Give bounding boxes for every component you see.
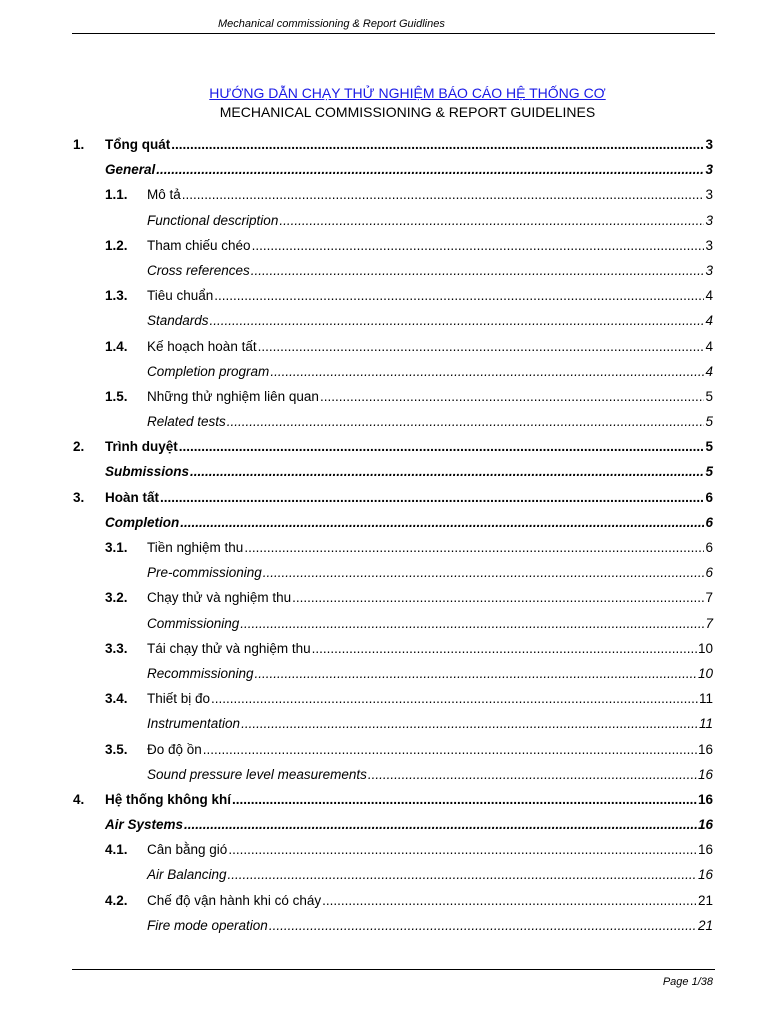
footer-divider — [72, 969, 715, 970]
toc-entry-link[interactable] — [147, 308, 713, 333]
toc-entry-link[interactable] — [105, 132, 713, 157]
table-of-contents — [0, 132, 768, 938]
toc-entry[interactable] — [0, 737, 768, 762]
toc-dot-leader — [251, 258, 705, 283]
toc-entry-link[interactable] — [147, 837, 713, 862]
toc-entry-label: Commissioning — [147, 615, 240, 631]
toc-entry[interactable] — [0, 208, 768, 233]
toc-entry-page: 4 — [705, 288, 713, 304]
toc-entry-link[interactable] — [147, 384, 713, 409]
toc-dot-leader — [240, 611, 704, 636]
toc-entry[interactable] — [0, 913, 768, 938]
toc-dot-leader — [232, 787, 697, 812]
toc-dot-leader — [292, 585, 704, 610]
toc-entry-label: Pre-commissioning — [147, 565, 262, 581]
toc-entry-link[interactable] — [105, 485, 713, 510]
toc-entry-label: Sound pressure level measurements — [147, 766, 367, 782]
toc-entry-link[interactable] — [147, 737, 713, 762]
toc-entry[interactable] — [0, 762, 768, 787]
document-title-vietnamese[interactable]: HƯỚNG DẪN CHẠY THỬ NGHIỆM BÁO CÁO HỆ THỐNG CƠ — [209, 85, 606, 101]
toc-dot-leader — [312, 636, 697, 661]
toc-entry-page: 6 — [705, 514, 713, 530]
toc-entry[interactable] — [0, 485, 768, 510]
toc-entry-number: 1.3. — [105, 288, 128, 304]
toc-entry-link[interactable] — [147, 888, 713, 913]
toc-entry-page: 16 — [697, 867, 713, 883]
toc-entry-label: Tổng quát — [105, 137, 171, 152]
toc-entry-page: 4 — [705, 338, 713, 354]
toc-entry-page: 5 — [705, 464, 713, 480]
toc-entry[interactable] — [0, 711, 768, 736]
document-title-english: MECHANICAL COMMISSIONING & REPORT GUIDELINES — [219, 104, 596, 120]
toc-entry-number: 4.1. — [105, 842, 128, 858]
toc-entry-number: 1. — [73, 137, 85, 152]
toc-entry-link[interactable] — [147, 585, 713, 610]
toc-entry-page: 7 — [705, 615, 713, 631]
toc-entry-page: 21 — [697, 917, 713, 933]
toc-dot-leader — [322, 888, 697, 913]
toc-entry-page: 16 — [697, 842, 713, 858]
toc-entry-number: 3.2. — [105, 590, 128, 606]
toc-entry[interactable] — [0, 837, 768, 862]
toc-entry[interactable] — [0, 258, 768, 283]
toc-dot-leader — [160, 485, 704, 510]
toc-entry-label: Cross references — [147, 262, 250, 278]
toc-entry[interactable] — [0, 812, 768, 837]
toc-entry[interactable] — [0, 862, 768, 887]
toc-entry[interactable] — [0, 686, 768, 711]
toc-entry-link[interactable] — [147, 208, 713, 233]
toc-entry-label: Tham chiếu chéo — [147, 237, 251, 253]
toc-dot-leader — [263, 560, 705, 585]
toc-entry[interactable] — [0, 560, 768, 585]
toc-entry-label: Completion — [105, 514, 180, 530]
toc-entry[interactable] — [0, 182, 768, 207]
toc-entry-label: Cân bằng gió — [147, 842, 228, 858]
toc-dot-leader — [179, 434, 705, 459]
toc-entry-link[interactable] — [105, 510, 713, 535]
toc-entry-page: 6 — [705, 565, 713, 581]
toc-entry[interactable] — [0, 585, 768, 610]
toc-entry-link[interactable] — [147, 258, 713, 283]
toc-dot-leader — [210, 308, 705, 333]
toc-dot-leader — [279, 208, 704, 233]
toc-dot-leader — [180, 510, 704, 535]
running-header: Mechanical commissioning & Report Guidlines — [218, 18, 445, 30]
toc-entry[interactable] — [0, 233, 768, 258]
toc-entry[interactable] — [0, 636, 768, 661]
toc-entry-page: 21 — [697, 892, 713, 908]
toc-entry-label: Trình duyệt — [105, 439, 178, 455]
toc-entry-number: 1.1. — [105, 187, 128, 203]
toc-dot-leader — [270, 359, 704, 384]
toc-entry-label: Đo độ ồn — [147, 741, 202, 757]
toc-entry[interactable] — [0, 283, 768, 308]
toc-entry-number: 3.1. — [105, 540, 128, 555]
toc-entry[interactable] — [0, 661, 768, 686]
toc-entry-number: 3. — [73, 489, 85, 505]
toc-entry-link[interactable] — [147, 611, 713, 636]
toc-dot-leader — [211, 686, 698, 711]
toc-entry-label: Recommissioning — [147, 665, 254, 681]
toc-entry-number: 3.5. — [105, 741, 128, 757]
toc-entry-link[interactable] — [147, 862, 713, 887]
toc-entry-link[interactable] — [147, 762, 713, 787]
toc-entry-label: Functional description — [147, 212, 279, 228]
toc-dot-leader — [241, 711, 698, 736]
toc-entry-number: 4.2. — [105, 892, 128, 908]
toc-entry-page: 16 — [697, 817, 713, 833]
toc-entry-link[interactable] — [105, 459, 713, 484]
toc-entry[interactable] — [0, 611, 768, 636]
toc-entry-label: Standards — [147, 313, 209, 329]
toc-entry-number: 3.4. — [105, 691, 128, 707]
toc-dot-leader — [228, 837, 697, 862]
toc-entry[interactable] — [0, 157, 768, 182]
toc-entry-link[interactable] — [147, 182, 713, 207]
toc-entry-number: 1.4. — [105, 338, 128, 354]
toc-dot-leader — [214, 283, 704, 308]
page-number: Page 1/38 — [662, 976, 713, 988]
toc-entry[interactable] — [0, 535, 768, 560]
toc-dot-leader — [156, 157, 704, 182]
toc-entry[interactable] — [0, 384, 768, 409]
toc-entry-label: Completion program — [147, 363, 270, 379]
toc-dot-leader — [258, 334, 705, 359]
toc-entry-link[interactable] — [105, 787, 713, 812]
toc-entry-page: 10 — [697, 665, 713, 681]
toc-entry-number: 1.5. — [105, 388, 128, 404]
toc-entry[interactable] — [0, 434, 768, 459]
toc-entry-link[interactable] — [147, 283, 713, 308]
toc-entry-number: 2. — [73, 439, 85, 455]
toc-entry-page: 10 — [697, 640, 713, 656]
toc-entry-label: Hoàn tất — [105, 489, 159, 505]
toc-entry-link[interactable] — [147, 711, 713, 736]
toc-entry[interactable] — [0, 132, 768, 157]
toc-entry-page: 3 — [705, 212, 713, 228]
toc-entry-label: General — [105, 162, 156, 178]
header-divider — [72, 33, 715, 34]
toc-entry-link[interactable] — [147, 913, 713, 938]
toc-entry-page: 6 — [705, 489, 713, 505]
toc-entry[interactable] — [0, 308, 768, 333]
toc-dot-leader — [252, 233, 705, 258]
toc-dot-leader — [228, 862, 697, 887]
toc-entry-page: 16 — [697, 741, 713, 757]
toc-entry-page: 3 — [705, 162, 713, 178]
toc-entry-label: Những thử nghiệm liên quan — [147, 388, 319, 404]
toc-dot-leader — [255, 661, 697, 686]
toc-entry-page: 7 — [705, 590, 713, 606]
toc-entry-label: Air Balancing — [147, 867, 227, 883]
toc-entry-page: 11 — [698, 691, 713, 707]
toc-dot-leader — [368, 762, 697, 787]
toc-dot-leader — [182, 182, 705, 207]
toc-entry-label: Air Systems — [105, 817, 184, 833]
toc-entry[interactable] — [0, 787, 768, 812]
toc-entry-link[interactable] — [147, 686, 713, 711]
toc-entry-page: 11 — [698, 716, 713, 732]
toc-entry-link[interactable] — [147, 233, 713, 258]
toc-entry-label: Related tests — [147, 414, 226, 430]
toc-entry-page: 3 — [705, 187, 713, 203]
toc-entry[interactable] — [0, 334, 768, 359]
toc-entry-label: Submissions — [105, 464, 190, 480]
toc-entry-label: Instrumentation — [147, 716, 241, 732]
toc-entry-page: 16 — [697, 791, 713, 807]
toc-entry-label: Tiền nghiệm thu — [147, 540, 244, 555]
toc-dot-leader — [171, 132, 704, 157]
toc-entry-page: 5 — [705, 414, 713, 430]
toc-entry-number: 4. — [73, 791, 85, 807]
toc-entry-page: 3 — [705, 137, 713, 152]
toc-entry-page: 4 — [705, 313, 713, 329]
toc-entry-number: 3.3. — [105, 640, 128, 656]
toc-dot-leader — [190, 459, 704, 484]
toc-entry-link[interactable] — [147, 636, 713, 661]
toc-entry-page: 6 — [705, 540, 713, 555]
toc-entry-label: Tái chạy thử và nghiệm thu — [147, 640, 311, 656]
toc-dot-leader — [203, 737, 697, 762]
toc-entry-page: 16 — [697, 766, 713, 782]
toc-entry-link[interactable] — [147, 409, 713, 434]
toc-entry-page: 3 — [705, 237, 713, 253]
toc-entry-label: Thiết bị đo — [147, 691, 211, 707]
toc-entry-link[interactable] — [105, 434, 713, 459]
toc-dot-leader — [320, 384, 705, 409]
toc-entry-number: 1.2. — [105, 237, 128, 253]
toc-entry-page: 4 — [705, 363, 713, 379]
toc-entry-label: Chế độ vận hành khi có cháy — [147, 892, 322, 908]
toc-entry-page: 5 — [705, 388, 713, 404]
toc-entry-label: Mô tả — [147, 187, 181, 203]
toc-entry-link[interactable] — [147, 560, 713, 585]
toc-entry-link[interactable] — [147, 661, 713, 686]
toc-entry-label: Kế hoạch hoàn tất — [147, 338, 257, 354]
toc-entry[interactable] — [0, 888, 768, 913]
toc-entry-link[interactable] — [147, 334, 713, 359]
toc-entry-label: Tiêu chuẩn — [147, 288, 214, 304]
toc-entry[interactable] — [0, 359, 768, 384]
toc-entry-page: 5 — [705, 439, 713, 455]
toc-dot-leader — [269, 913, 697, 938]
toc-entry-link[interactable] — [105, 812, 713, 837]
toc-entry-label: Chạy thử và nghiệm thu — [147, 590, 292, 606]
toc-entry-label: Hệ thống không khí — [105, 791, 231, 807]
toc-entry-link[interactable] — [105, 157, 713, 182]
toc-entry[interactable] — [0, 459, 768, 484]
toc-entry-page: 3 — [705, 262, 713, 278]
toc-dot-leader — [244, 535, 704, 560]
toc-entry-link[interactable] — [147, 535, 713, 560]
toc-dot-leader — [227, 409, 705, 434]
toc-dot-leader — [184, 812, 697, 837]
toc-entry-label: Fire mode operation — [147, 917, 268, 933]
toc-entry-link[interactable] — [147, 359, 713, 384]
toc-entry[interactable] — [0, 510, 768, 535]
toc-entry[interactable] — [0, 409, 768, 434]
